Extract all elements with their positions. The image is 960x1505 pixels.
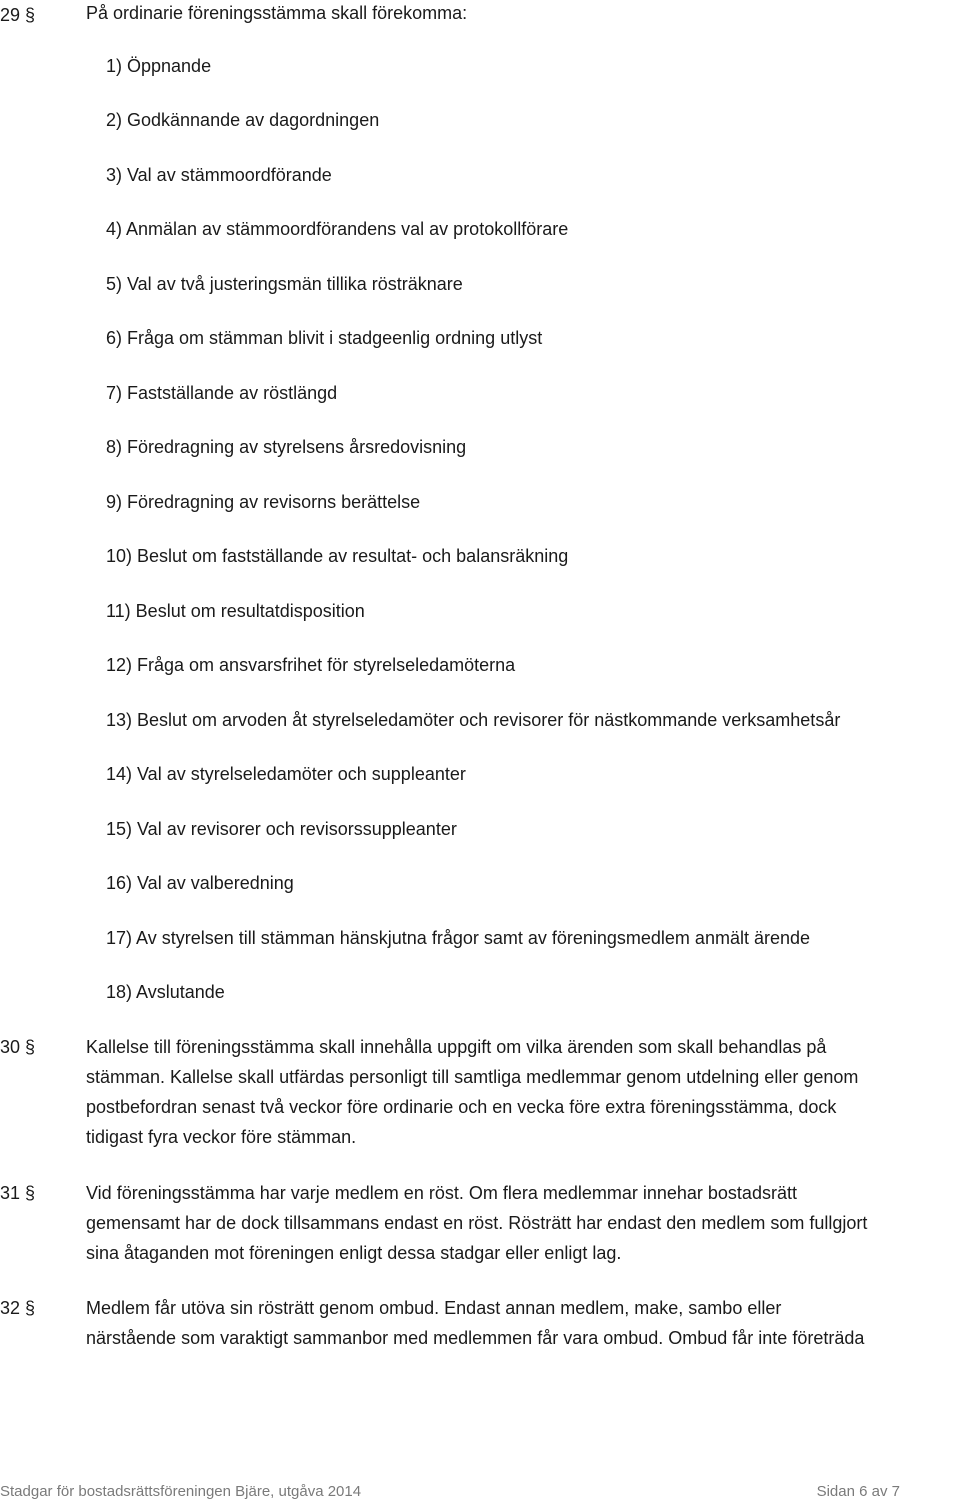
- paragraph-text: [86, 0, 956, 28]
- paragraph-text: [86, 1032, 956, 1152]
- agenda-item: 11) Beslut om resultatdisposition: [106, 600, 365, 621]
- paragraph-line: Medlem får utöva sin rösträtt genom ombud. Endast annan medlem, make, sambo eller: [86, 1298, 782, 1318]
- agenda-item: 13) Beslut om arvoden åt styrelseledamöter och revisorer för nästkommande verksamhetsår: [106, 709, 841, 730]
- agenda-item: 6) Fråga om stämman blivit i stadgeenlig ordning utlyst: [106, 328, 543, 349]
- paragraph-line: sina åtaganden mot föreningen enligt dessa stadgar eller enligt lag.: [86, 1243, 622, 1263]
- paragraph-number: 32 §: [0, 1298, 36, 1318]
- agenda-item: 16) Val av valberedning: [106, 873, 294, 894]
- paragraph-text: [86, 1178, 956, 1268]
- paragraph-number: 30 §: [0, 1037, 36, 1057]
- agenda-item: 9) Föredragning av revisorns berättelse: [106, 491, 421, 512]
- paragraph-line: gemensamt har de dock tillsammans endast en röst. Rösträtt har endast den medlem som fullgjort: [86, 1213, 868, 1233]
- paragraph-line: På ordinarie föreningsstämma skall förekomma:: [86, 3, 468, 23]
- paragraph-line: Vid föreningsstämma har varje medlem en röst. Om flera medlemmar innehar bostadsrätt: [86, 1183, 797, 1203]
- page-footer: [0, 1483, 960, 1505]
- agenda-item: 10) Beslut om fastställande av resultat- och balansräkning: [106, 546, 569, 567]
- agenda-item: 14) Val av styrelseledamöter och suppleanter: [106, 764, 466, 785]
- paragraph-line: postbefordran senast två veckor före ordinarie och en vecka före extra föreningsstämma, dock: [86, 1097, 837, 1117]
- agenda-item: 5) Val av två justeringsmän tillika rösträknare: [106, 273, 463, 294]
- paragraph-line: stämman. Kallelse skall utfärdas personligt till samtliga medlemmar genom utdelning eller genom: [86, 1067, 859, 1087]
- agenda-item: 12) Fråga om ansvarsfrihet för styrelseledamöterna: [106, 655, 516, 676]
- agenda-item: 18) Avslutande: [106, 981, 225, 1002]
- agenda-item: 17) Av styrelsen till stämman hänskjutna frågor samt av föreningsmedlem anmält ärende: [106, 927, 811, 948]
- agenda-item: 2) Godkännande av dagordningen: [106, 110, 380, 131]
- agenda-list: [106, 51, 840, 1031]
- footer-page-number: Sidan 6 av 7: [816, 1483, 900, 1500]
- paragraph-text: [86, 1293, 956, 1353]
- paragraph-number: 31 §: [0, 1183, 36, 1203]
- agenda-item: 1) Öppnande: [106, 56, 212, 76]
- agenda-item: 4) Anmälan av stämmoordförandens val av protokollförare: [106, 219, 569, 240]
- footer-document-title: Stadgar för bostadsrättsföreningen Bjäre, utgåva 2014: [0, 1483, 362, 1500]
- agenda-item: 7) Fastställande av röstlängd: [106, 382, 338, 403]
- agenda-item: 3) Val av stämmoordförande: [106, 164, 332, 185]
- paragraph-line: närstående som varaktigt sammanbor med medlemmen får vara ombud. Ombud får inte företräda: [86, 1328, 865, 1348]
- agenda-item: 15) Val av revisorer och revisorssuppleanter: [106, 818, 457, 839]
- paragraph-line: Kallelse till föreningsstämma skall innehålla uppgift om vilka ärenden som skall behandlas på: [86, 1037, 827, 1057]
- paragraph-number: 29 §: [0, 5, 36, 25]
- paragraph-line: tidigast fyra veckor före stämman.: [86, 1127, 357, 1147]
- agenda-item: 8) Föredragning av styrelsens årsredovisning: [106, 437, 467, 458]
